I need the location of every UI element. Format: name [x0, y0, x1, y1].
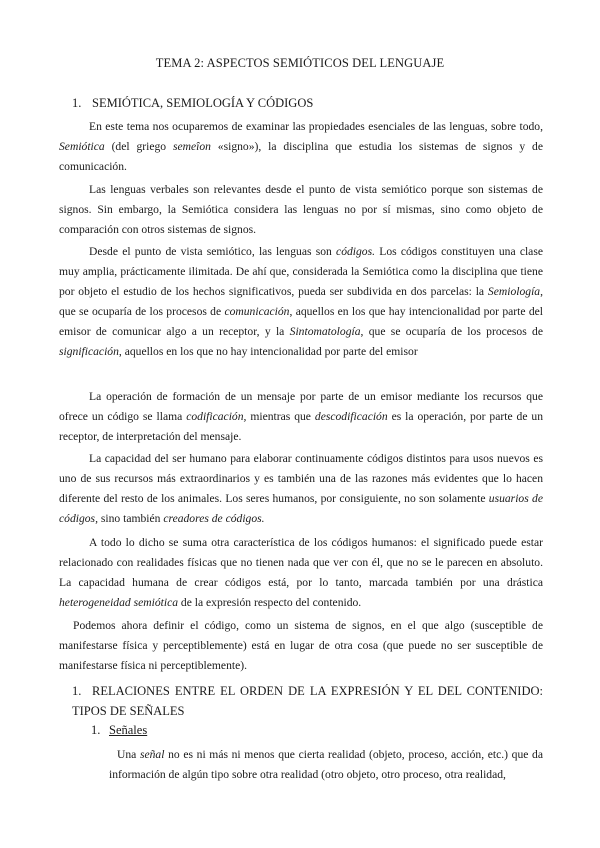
text-run: «signo»), la disciplina que estudia los sistemas de signos y de comunicación.	[59, 139, 543, 173]
subsection-number: 1.	[91, 723, 101, 737]
text-run: A todo lo dicho se suma otra característica de los códigos humanos: el significado puede estar relacionado con realidades físicas que no tienen nada que ver con él, que no se le parecen en absoluto. La capacidad humana de crear códigos está, por lo tanto, marcada también por una drástica	[59, 536, 543, 589]
page-title: TEMA 2: ASPECTOS SEMIÓTICOS DEL LENGUAJE	[155, 56, 445, 70]
text-run: es la operación, por parte de un receptor, de interpretación del mensaje.	[59, 409, 543, 443]
text-run: Los códigos constituyen una clase muy amplia, prácticamente ilimitada. De ahí que, considerada la Semiótica como la disciplina que tiene por objeto el estudio de los hechos significativos, pueda ser subdivida en dos parcelas: la	[59, 245, 543, 298]
text-run-italic: descodificación	[314, 409, 388, 423]
text-run: , que se ocuparía de los procesos de	[360, 324, 543, 338]
subsection-title: Señales	[109, 723, 148, 737]
text-run: , aquellos en los que no hay intencionalidad por parte del emisor	[118, 344, 418, 358]
paragraph-2: Las lenguas verbales son relevantes desde el punto de vista semiótico porque son sistemas de signos. Sin embargo, la Semiótica considera las lenguas no por sí mismas, sino como objeto de comparación con otros sistemas de signos.	[59, 183, 543, 236]
section-heading-relaciones	[72, 681, 543, 721]
text-run: de la expresión respecto del contenido.	[178, 595, 362, 609]
paragraph-3	[59, 242, 543, 361]
paragraph-8	[109, 745, 543, 785]
section-title: RELACIONES ENTRE EL ORDEN DE LA EXPRESIÓN Y EL DEL CONTENIDO: TIPOS DE SEÑALES	[72, 684, 543, 718]
text-run: La operación de formación de un mensaje por parte de un emisor mediante los recursos que ofrece un código se llama	[59, 390, 543, 423]
subsection-heading-senales	[91, 723, 147, 738]
text-run: , que se ocuparía de los procesos de	[59, 284, 543, 318]
text-run-italic: heterogeneidad semiótica	[59, 595, 179, 609]
text-run-italic: codificación,	[186, 409, 247, 423]
text-run: Una	[117, 748, 140, 761]
section-number: 1.	[72, 96, 82, 110]
text-run: no es ni más ni menos que cierta realidad (objeto, proceso, acción, etc.) que da información de algún tipo sobre otra realidad (otro objeto, otro proceso, otra realidad,	[109, 748, 543, 781]
text-run-italic: creadores de códigos.	[163, 511, 265, 525]
section-number: 1.	[72, 684, 82, 698]
text-run-italic: Semiótica	[59, 139, 105, 153]
text-run: En este tema nos ocuparemos de examinar las propiedades esenciales de las lenguas, sobre todo,	[89, 120, 543, 133]
text-run: , aquellos en los que hay intencionalidad por parte del emisor de comunicar algo a un receptor, y la	[59, 304, 543, 338]
text-run: (del griego	[104, 139, 173, 153]
text-run-italic: semeîon	[172, 139, 211, 153]
text-run: La capacidad del ser humano para elaborar continuamente códigos distintos para usos nuevos es uno de sus recursos más extraordinarios y es también una de las razones más evidentes que lo hacen diferente del resto de los animales. Los seres humanos, por consiguiente, no son solamente	[59, 452, 543, 505]
text-run-italic: usuarios de códigos,	[59, 491, 543, 525]
paragraph-7: Podemos ahora definir el código, como un sistema de signos, en el que algo (susceptible de manifestarse física y perceptiblemente) está en lugar de otra cosa (que puede no ser susceptible de manifestarse física ni perceptiblemente).	[59, 619, 543, 672]
text-run-italic: significación	[59, 344, 119, 358]
text-run: sino también	[97, 511, 164, 525]
paragraph-5	[59, 449, 543, 529]
text-run-italic: códigos.	[336, 245, 376, 258]
text-run-italic: Semiología	[487, 284, 541, 298]
section-heading-semiotica	[72, 96, 313, 111]
section-title: SEMIÓTICA, SEMIOLOGÍA Y CÓDIGOS	[92, 96, 314, 110]
text-run: Desde el punto de vista semiótico, las lenguas son	[89, 245, 337, 258]
text-run-italic: comunicación	[224, 304, 290, 318]
text-run: mientras que	[246, 409, 315, 423]
paragraph-4	[59, 387, 543, 447]
text-run-italic: señal	[139, 748, 165, 761]
paragraph-1	[59, 117, 543, 177]
paragraph-6	[59, 533, 543, 613]
text-run-italic: Sintomatología	[289, 324, 361, 338]
